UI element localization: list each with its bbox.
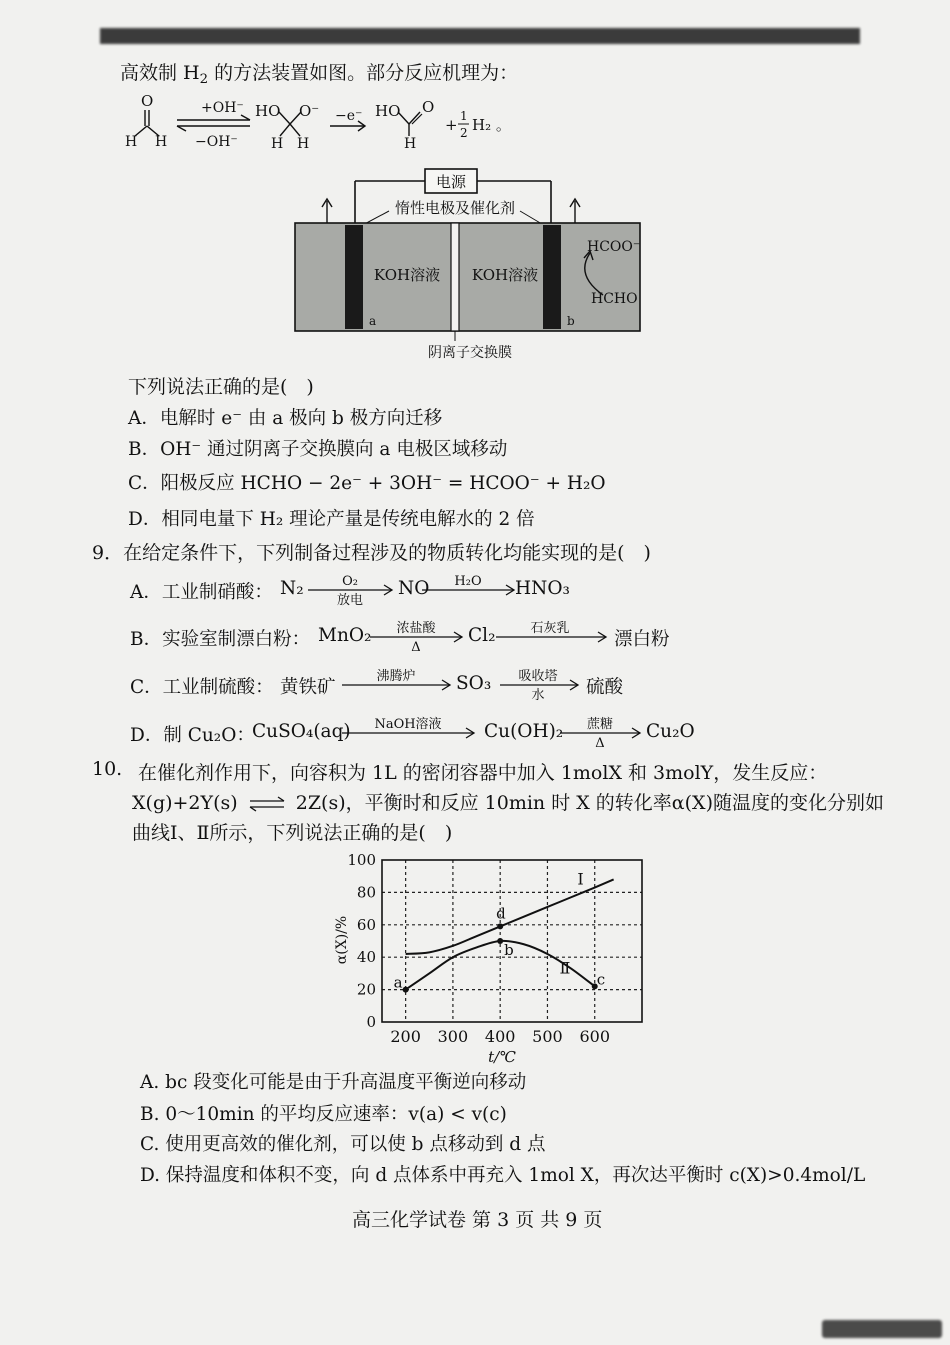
h2-product: H₂ 。 [472,116,511,134]
q8-intro: 高效制 $H_2$ 的方法装置如图。部分反应机理为： [120,62,519,87]
q10-option-c[interactable]: C. 使用更高效的催化剂，可以使 b 点移动到 d 点 [140,1134,546,1155]
x-tick-label: 600 [579,1027,611,1046]
svg-text:浓盐酸: 浓盐酸 [396,621,436,636]
y-tick-label: 100 [347,851,376,869]
point-d [497,923,503,929]
page-footer: 高三化学试卷 第 3 页 共 9 页 [352,1209,603,1231]
h-atom: H [155,134,168,150]
electrode-label: 惰性电极及催化剂 [394,199,516,217]
equilibrium-arrow [248,796,286,812]
q10-option-b[interactable]: B. 0～10min 的平均反应速率：v(a) < v(c) [140,1104,507,1125]
q10-line1: 在催化剂作用下，向容积为 1L 的密闭容器中加入 1molX 和 3molY，发生反应： [138,762,828,784]
half-numerator: 1 [460,109,468,123]
h-atom: H [404,136,417,152]
point-b [497,938,503,944]
q10-line2: X(g)+2Y(s) 2Z(s)，平衡时和反应 10min 时 X 的转化率α(X)随温度的变化分别如 [132,792,884,814]
q10-number: 10. [92,758,123,780]
point-a [403,987,409,993]
y-tick-label: 80 [356,883,376,902]
point-label-b: b [504,941,514,959]
chart-series [406,879,614,989]
point-label-c: c [596,970,606,989]
o-atom: O [422,98,435,116]
svg-text:石灰乳: 石灰乳 [530,621,570,636]
ho-group: HO [375,102,401,120]
q9-option-b[interactable]: B．实验室制漂白粉： MnO₂ 浓盐酸 Δ Cl₂ 石灰乳 漂白粉 [130,621,670,655]
conversion-chart [320,848,660,1070]
scanner-watermark [822,1320,942,1338]
q9-option-d[interactable]: D．制 Cu₂O： CuSO₄(aq) NaOH溶液 Cu(OH)₂ 蔗糖 Δ Cu₂O [130,717,695,751]
point-label-d: d [496,904,506,923]
svg-text:Δ: Δ [595,736,605,751]
o-minus: O⁻ [299,102,320,120]
y-tick-label: 40 [356,948,376,967]
o-atom: O [141,92,154,110]
svg-text:水: 水 [531,688,545,703]
svg-text:吸收塔: 吸收塔 [518,669,558,684]
svg-text:O₂: O₂ [342,574,358,589]
y-axis-label: α(X)/% [334,915,350,965]
x-tick-label: 300 [437,1027,469,1046]
x-tick-label: 400 [484,1027,516,1046]
q8-option-d[interactable]: D．相同电量下 H₂ 理论产量是传统电解水的 2 倍 [128,509,535,530]
y-tick-label: 20 [356,980,376,999]
koh-right-label: KOH溶液 [471,266,539,284]
q8-option-c[interactable]: C．阳极反应 HCHO − 2e⁻ + 3OH⁻ = HCOO⁻ + H₂O [128,473,606,494]
svg-text:蔗糖: 蔗糖 [586,717,614,732]
electrode-b-label: b [567,314,575,328]
hcoo-label: HCOO⁻ [587,239,641,255]
q9-option-a[interactable]: A．工业制硝酸： N₂ O₂ 放电 NO H₂O HNO₃ [130,574,570,608]
y-tick-label: 0 [366,1013,376,1031]
curve-label: Ⅰ [577,869,584,889]
eq-bottom-label: −OH⁻ [195,134,238,150]
koh-left-label: KOH溶液 [373,266,441,284]
reaction-mechanism [115,90,535,160]
q9-stem: 9．在给定条件下，下列制备过程涉及的物质转化均能实现的是( ) [92,542,651,564]
svg-text:NaOH溶液: NaOH溶液 [374,717,442,732]
svg-text:+: + [445,116,458,134]
chart-axes [347,851,642,1046]
h-atom: H [125,134,138,150]
q10-line3: 曲线Ⅰ、Ⅱ所示，下列说法正确的是( ) [132,822,453,844]
cutoff-text-line [100,28,860,44]
x-tick-label: 500 [532,1027,563,1046]
electrode-a-label: a [369,314,377,328]
q10-option-a[interactable]: A. bc 段变化可能是由于升高温度平衡逆向移动 [140,1072,527,1093]
eq-top-label: +OH⁻ [201,100,244,116]
svg-text:沸腾炉: 沸腾炉 [376,669,416,684]
electrolysis-apparatus [285,165,655,365]
x-tick-label: 200 [390,1027,421,1046]
h-atom: H [271,136,284,152]
q8-option-a[interactable]: A．电解时 e⁻ 由 a 极向 b 极方向迁移 [128,408,443,429]
q10-option-d[interactable]: D. 保持温度和体积不变，向 d 点体系中再充入 1mol X，再次达平衡时 c(X)>0.4mol/L [140,1165,866,1186]
x-axis-label: t/℃ [488,1048,516,1066]
q8-option-b[interactable]: B．OH⁻ 通过阴离子交换膜向 a 电极区域移动 [128,439,508,460]
power-source-label: 电源 [435,173,467,191]
svg-text:Δ: Δ [411,640,421,655]
q9-option-c[interactable]: C．工业制硫酸： 黄铁矿 沸腾炉 SO₃ 吸收塔 水 硫酸 [130,669,624,703]
chart-points [394,869,605,992]
point-label-a: a [393,973,403,992]
hcho-label: HCHO [591,291,638,307]
y-tick-label: 60 [356,915,376,934]
q8-stem: 下列说法正确的是( ) [128,376,314,398]
curve-label: Ⅱ [559,958,571,978]
svg-text:H₂O: H₂O [454,574,482,589]
half-denominator: 2 [460,126,468,140]
oxidation-label: −e⁻ [335,108,363,124]
membrane-label: 阴离子交换膜 [428,345,512,361]
h-atom: H [297,136,310,152]
ho-group: HO [255,102,281,120]
svg-text:放电: 放电 [336,593,364,608]
